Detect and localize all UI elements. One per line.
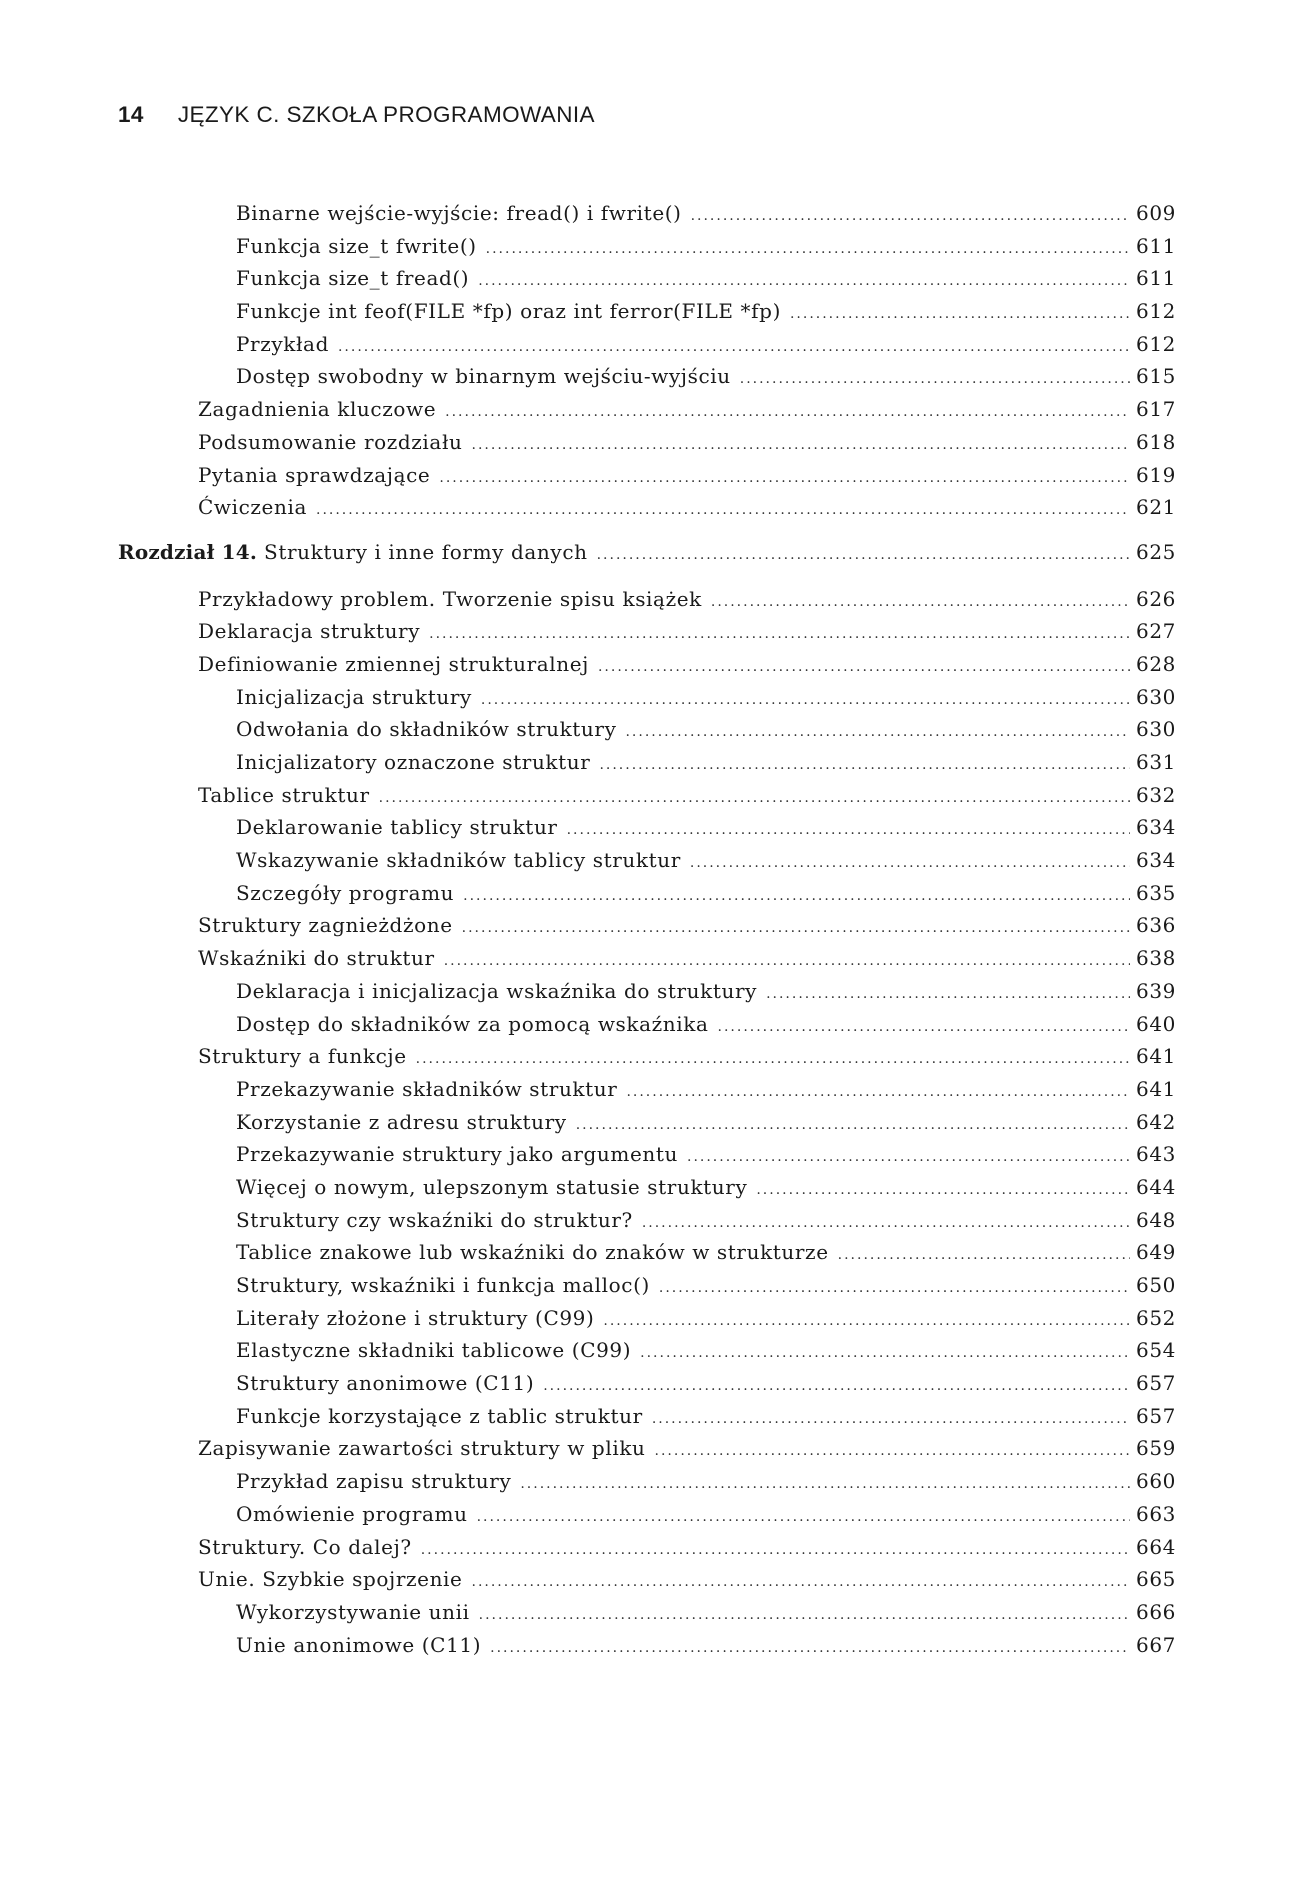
entry-text: Przekazywanie składników struktur	[236, 1076, 618, 1101]
dot-leader	[756, 1174, 1130, 1207]
toc-entry	[118, 1106, 1176, 1139]
toc-entry-title	[236, 1236, 829, 1269]
entry-text: Odwołania do składników struktury	[236, 717, 617, 742]
toc-page-number: 617	[1136, 397, 1176, 422]
entry-text: Deklaracja struktury	[198, 619, 421, 644]
dot-leader	[766, 978, 1130, 1011]
dot-leader	[520, 1468, 1130, 1501]
dot-leader	[567, 814, 1130, 847]
toc-entry	[118, 779, 1176, 812]
dot-leader	[625, 716, 1130, 749]
toc-entry-title	[236, 1171, 747, 1204]
dot-leader	[416, 1043, 1130, 1076]
toc-entry	[118, 681, 1176, 714]
dot-leader	[472, 1566, 1131, 1599]
entry-text: Przykładowy problem. Tworzenie spisu książek	[198, 586, 702, 611]
entry-text: Struktury i inne formy danych	[264, 539, 588, 564]
toc-page-number: 641	[1136, 1044, 1176, 1069]
toc-entry	[118, 975, 1176, 1008]
toc-entry-title	[236, 1138, 678, 1171]
toc-entry	[118, 1236, 1176, 1269]
dot-leader	[626, 1076, 1130, 1109]
table-of-contents	[118, 197, 1176, 1661]
entry-text: Binarne wejście-wyjście: fread() i fwrite()	[236, 201, 682, 225]
toc-entry-title	[236, 746, 590, 779]
toc-entry-title	[236, 1400, 643, 1433]
dot-leader	[481, 684, 1130, 717]
entry-text: Funkcja size_t fread()	[236, 266, 470, 291]
toc-page-number: 650	[1136, 1273, 1176, 1297]
dot-leader	[642, 1207, 1130, 1240]
toc-page-number: 621	[1136, 495, 1176, 520]
entry-text: Wykorzystywanie unii	[236, 1599, 470, 1624]
page-number: 14	[118, 102, 144, 127]
toc-page-number: 615	[1136, 364, 1176, 389]
entry-text: Struktury, wskaźniki i funkcja malloc()	[236, 1273, 650, 1297]
toc-page-number: 634	[1136, 848, 1176, 873]
toc-entry	[118, 1596, 1176, 1629]
toc-page-number: 649	[1136, 1240, 1176, 1265]
toc-chapter-entry	[118, 536, 1176, 569]
dot-leader	[599, 749, 1130, 782]
dot-leader	[429, 618, 1130, 651]
toc-entry-title	[236, 1596, 470, 1629]
toc-page-number: 652	[1136, 1305, 1176, 1330]
dot-leader	[316, 494, 1130, 527]
toc-page-number: 611	[1136, 233, 1176, 258]
toc-entry-title	[236, 877, 454, 910]
dot-leader	[479, 1599, 1130, 1632]
toc-entry	[118, 877, 1176, 910]
toc-entry-title	[198, 1432, 646, 1465]
toc-entry	[118, 1204, 1176, 1237]
toc-entry	[118, 1563, 1176, 1596]
toc-page-number: 625	[1136, 539, 1176, 564]
toc-entry	[118, 1008, 1176, 1041]
toc-entry	[118, 1629, 1176, 1662]
toc-page-number: 634	[1136, 815, 1176, 840]
toc-entry-title	[236, 1629, 481, 1662]
toc-entry	[118, 1138, 1176, 1171]
toc-page-number: 631	[1136, 750, 1176, 774]
toc-entry	[118, 1465, 1176, 1498]
toc-entry-title	[236, 1269, 650, 1302]
toc-entry-title	[236, 1302, 594, 1335]
toc-page-number: 628	[1136, 651, 1176, 676]
toc-page-number: 648	[1136, 1207, 1176, 1232]
toc-entry	[118, 426, 1176, 459]
toc-entry-title	[198, 1531, 412, 1564]
dot-leader	[490, 1632, 1130, 1665]
dot-leader	[652, 1403, 1130, 1436]
toc-page-number: 640	[1136, 1011, 1176, 1036]
dot-leader	[640, 1337, 1130, 1370]
entry-text: Pytania sprawdzające	[198, 462, 431, 487]
entry-text: Struktury. Co dalej?	[198, 1534, 412, 1559]
dot-leader	[740, 363, 1130, 396]
toc-entry	[118, 1531, 1176, 1564]
toc-page-number: 657	[1136, 1371, 1176, 1396]
entry-text: Inicjalizacja struktury	[236, 684, 472, 709]
entry-text: Przekazywanie struktury jako argumentu	[236, 1142, 678, 1167]
toc-entry	[118, 197, 1176, 230]
toc-entry	[118, 1367, 1176, 1400]
entry-text: Omówienie programu	[236, 1501, 468, 1526]
dot-leader	[690, 847, 1130, 880]
entry-text: Literały złożone i struktury (C99)	[236, 1305, 595, 1330]
entry-text: Dostęp swobodny w binarnym wejściu-wyjściu	[236, 364, 731, 389]
entry-text: Struktury zagnieżdżone	[198, 913, 453, 938]
toc-page-number: 644	[1136, 1174, 1176, 1199]
toc-page-number: 630	[1136, 717, 1176, 742]
toc-entry	[118, 1302, 1176, 1335]
toc-entry	[118, 1269, 1176, 1302]
entry-text: Ćwiczenia	[198, 495, 307, 520]
toc-entry-title	[236, 1008, 709, 1041]
toc-entry-title	[198, 426, 463, 459]
entry-text: Zapisywanie zawartości struktury w pliku	[198, 1436, 646, 1461]
toc-page-number: 643	[1136, 1142, 1176, 1167]
dot-leader	[603, 1305, 1130, 1338]
toc-page-number: 663	[1136, 1501, 1176, 1526]
toc-page-number: 612	[1136, 331, 1176, 356]
toc-entry-title	[198, 1563, 463, 1596]
toc-entry-title	[236, 1204, 633, 1237]
entry-text: Funkcje korzystające z tablic struktur	[236, 1403, 643, 1428]
toc-entry-title	[198, 779, 370, 812]
toc-entry	[118, 459, 1176, 492]
toc-page-number: 660	[1136, 1469, 1176, 1494]
toc-entry-title	[236, 811, 558, 844]
toc-entry	[118, 1400, 1176, 1433]
toc-entry-title	[236, 328, 329, 361]
chapter-number: Rozdział 14.	[118, 539, 258, 564]
toc-page-number: 627	[1136, 619, 1176, 644]
entry-text: Wskazywanie składników tablicy struktur	[236, 848, 681, 873]
toc-entry-title	[236, 295, 781, 328]
dot-leader	[659, 1272, 1130, 1305]
entry-text: Unie. Szybkie spojrzenie	[198, 1567, 463, 1592]
toc-entry-title	[198, 491, 307, 524]
toc-entry-title	[198, 648, 589, 681]
toc-entry-title	[236, 975, 757, 1008]
book-title: JĘZYK C. SZKOŁA PROGRAMOWANIA	[177, 102, 595, 127]
entry-text: Struktury czy wskaźniki do struktur?	[236, 1207, 633, 1232]
toc-entry-title	[198, 459, 430, 492]
toc-page-number: 654	[1136, 1338, 1176, 1363]
toc-page-number: 664	[1136, 1534, 1176, 1559]
toc-entry-title	[236, 230, 477, 263]
toc-entry	[118, 909, 1176, 942]
toc-page-number: 636	[1136, 913, 1176, 938]
toc-entry	[118, 615, 1176, 648]
toc-entry	[118, 328, 1176, 361]
toc-page-number: 666	[1136, 1599, 1176, 1624]
entry-text: Deklarowanie tablicy struktur	[236, 815, 558, 840]
toc-entry-title	[236, 262, 469, 295]
dot-leader	[463, 880, 1130, 913]
dot-leader	[691, 200, 1130, 233]
toc-entry	[118, 844, 1176, 877]
toc-page-number: 612	[1136, 299, 1176, 324]
entry-text: Podsumowanie rozdziału	[198, 429, 463, 454]
toc-entry	[118, 1432, 1176, 1465]
dot-leader	[838, 1239, 1130, 1272]
entry-text: Szczegóły programu	[236, 880, 455, 905]
toc-page-number: 618	[1136, 429, 1176, 454]
entry-text: Struktury anonimowe (C11)	[236, 1371, 535, 1396]
toc-entry-title	[198, 909, 453, 942]
toc-page-number: 630	[1136, 684, 1176, 709]
toc-entry-title	[236, 1498, 468, 1531]
entry-text: Tablice struktur	[198, 782, 370, 807]
toc-entry-title	[198, 615, 420, 648]
dot-leader	[439, 462, 1130, 495]
running-header	[118, 102, 595, 128]
dot-leader	[477, 1501, 1130, 1534]
toc-entry-title	[236, 1073, 617, 1106]
toc-page-number: 641	[1136, 1076, 1176, 1101]
toc-entry	[118, 1498, 1176, 1531]
toc-entry	[118, 583, 1176, 616]
dot-leader	[379, 782, 1130, 815]
toc-page-number: 639	[1136, 978, 1176, 1003]
toc-entry	[118, 746, 1176, 779]
toc-entry-title	[236, 1106, 567, 1139]
toc-entry-title	[198, 583, 702, 616]
dot-leader	[598, 651, 1130, 684]
toc-entry	[118, 1040, 1176, 1073]
dot-leader	[687, 1141, 1130, 1174]
toc-entry-title	[198, 393, 436, 426]
toc-entry	[118, 393, 1176, 426]
toc-entry	[118, 262, 1176, 295]
toc-entry	[118, 491, 1176, 524]
toc-page-number: 657	[1136, 1403, 1176, 1428]
toc-entry-title	[198, 942, 435, 975]
dot-leader	[486, 233, 1130, 266]
toc-entry-title	[236, 197, 682, 230]
dot-leader	[472, 429, 1130, 462]
toc-page-number: 642	[1136, 1109, 1176, 1134]
toc-page-number: 632	[1136, 782, 1176, 807]
dot-leader	[711, 586, 1130, 619]
toc-entry	[118, 1073, 1176, 1106]
toc-entry	[118, 1334, 1176, 1367]
toc-entry	[118, 713, 1176, 746]
entry-text: Przykład zapisu struktury	[236, 1469, 512, 1494]
toc-entry-title	[236, 1334, 631, 1367]
entry-text: Wskaźniki do struktur	[198, 946, 435, 971]
dot-leader	[445, 396, 1130, 429]
toc-entry-title	[236, 713, 616, 746]
toc-page-number: 619	[1136, 462, 1176, 487]
entry-text: Więcej o nowym, ulepszonym statusie struktury	[236, 1174, 748, 1199]
toc-entry-title	[236, 844, 681, 877]
dot-leader	[444, 945, 1130, 978]
toc-entry-title	[236, 360, 731, 393]
entry-text: Dostęp do składników za pomocą wskaźnika	[236, 1011, 709, 1036]
dot-leader	[718, 1011, 1130, 1044]
toc-page-number: 626	[1136, 586, 1176, 611]
entry-text: Zagadnienia kluczowe	[198, 397, 437, 422]
entry-text: Unie anonimowe (C11)	[236, 1632, 482, 1657]
toc-entry-title	[198, 1040, 407, 1073]
dot-leader	[478, 265, 1130, 298]
entry-text: Inicjalizatory oznaczone struktur	[236, 750, 591, 774]
toc-entry	[118, 1171, 1176, 1204]
entry-text: Elastyczne składniki tablicowe (C99)	[236, 1338, 632, 1363]
dot-leader	[338, 331, 1130, 364]
dot-leader	[655, 1435, 1130, 1468]
entry-text: Tablice znakowe lub wskaźniki do znaków w strukturze	[236, 1240, 829, 1265]
toc-entry	[118, 230, 1176, 263]
toc-entry-title	[236, 681, 472, 714]
toc-entry-title	[236, 1367, 534, 1400]
entry-text: Funkcja size_t fwrite()	[236, 233, 477, 258]
toc-entry-title	[236, 1465, 511, 1498]
toc-page-number: 665	[1136, 1567, 1176, 1592]
toc-page-number: 659	[1136, 1436, 1176, 1461]
entry-text: Funkcje int feof(FILE *fp) oraz int ferror(FILE *fp)	[236, 299, 781, 324]
toc-entry	[118, 295, 1176, 328]
entry-text: Struktury a funkcje	[198, 1044, 407, 1069]
toc-entry	[118, 360, 1176, 393]
toc-entry	[118, 811, 1176, 844]
toc-page-number: 609	[1136, 201, 1176, 225]
toc-entry-title	[118, 536, 588, 569]
entry-text: Przykład	[236, 331, 329, 356]
toc-page-number: 638	[1136, 946, 1176, 971]
toc-page-number: 611	[1136, 266, 1176, 291]
dot-leader	[421, 1534, 1130, 1567]
entry-text: Korzystanie z adresu struktury	[236, 1109, 567, 1134]
toc-entry	[118, 648, 1176, 681]
dot-leader	[543, 1370, 1130, 1403]
toc-page-number: 635	[1136, 880, 1176, 905]
dot-leader	[576, 1109, 1130, 1142]
dot-leader	[790, 298, 1130, 331]
toc-page-number: 667	[1136, 1632, 1176, 1657]
entry-text: Deklaracja i inicjalizacja wskaźnika do struktury	[236, 978, 758, 1003]
dot-leader	[597, 539, 1130, 572]
entry-text: Definiowanie zmiennej strukturalnej	[198, 651, 589, 676]
dot-leader	[462, 912, 1130, 945]
toc-entry	[118, 942, 1176, 975]
